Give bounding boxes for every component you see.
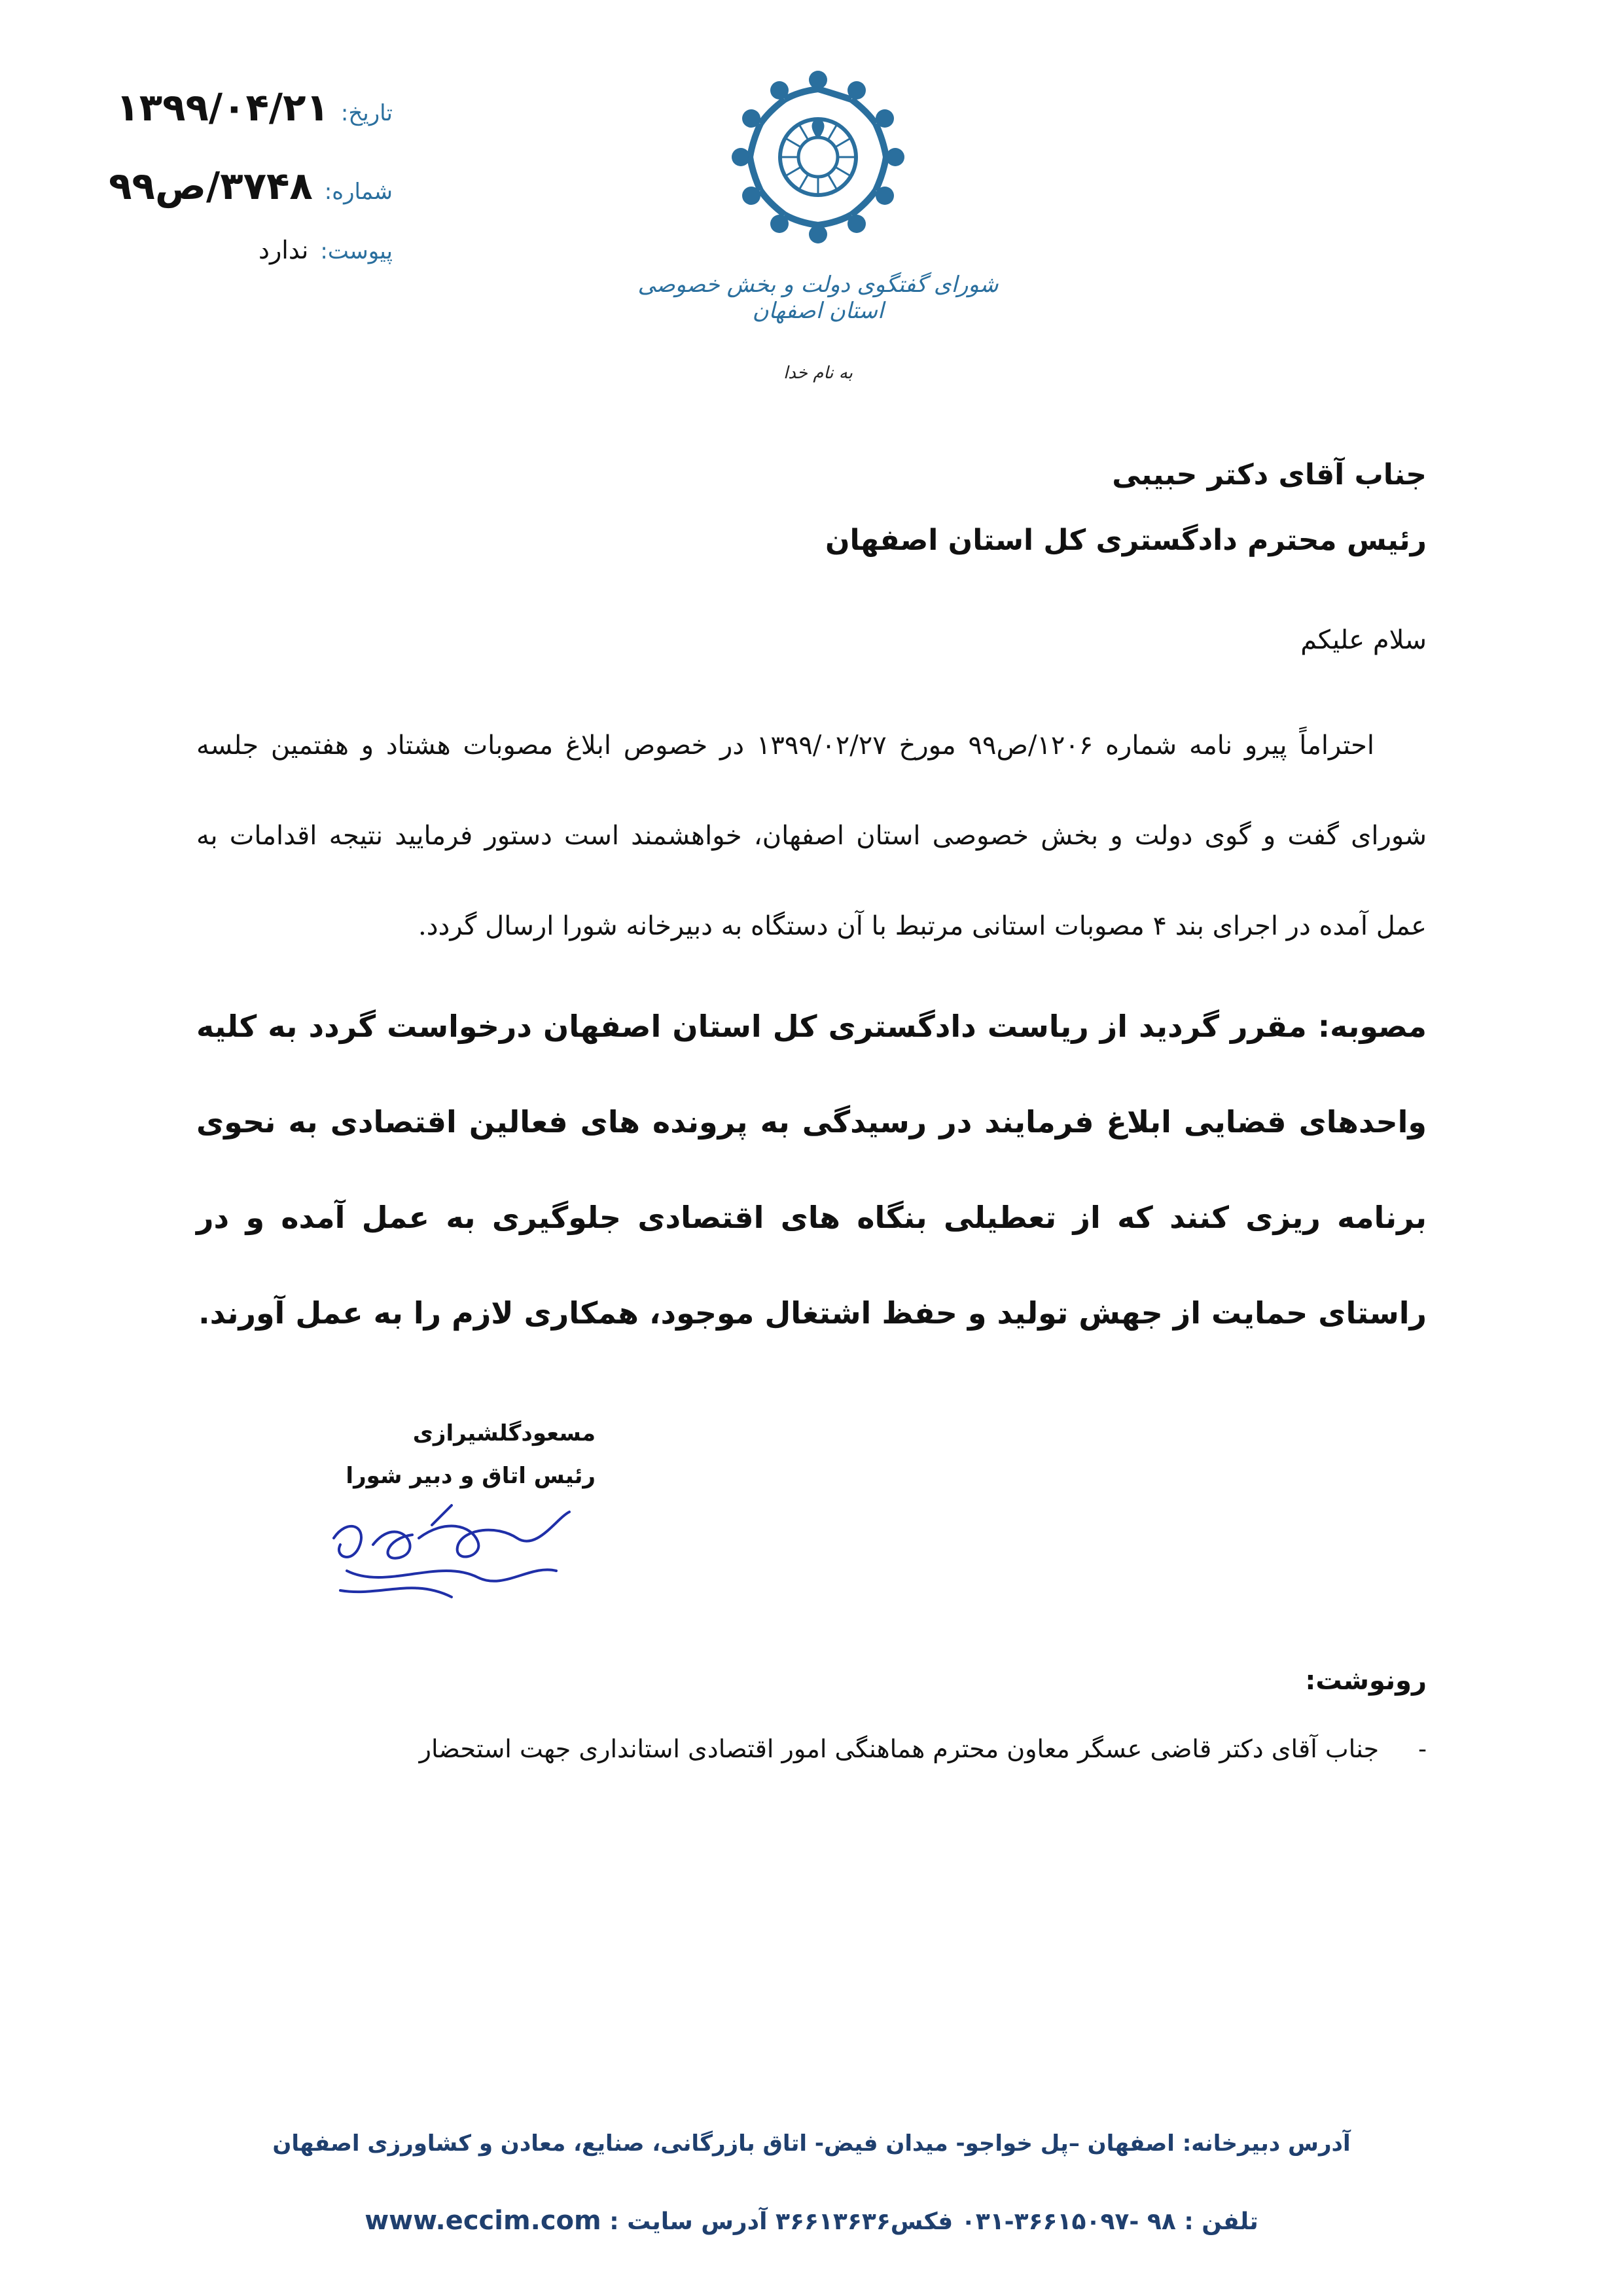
- footer-contact: [0, 2206, 1623, 2236]
- addressee-line-1: جناب آقای دکتر حبیبی: [1112, 458, 1427, 492]
- number-row: [92, 164, 393, 208]
- date-value: ۱۳۹۹/۰۴/۲۱: [116, 85, 329, 130]
- number-label: شماره:: [324, 179, 393, 205]
- logo-caption: شورای گفتگوی دولت و بخش خصوصی استان اصفهان: [637, 272, 999, 324]
- body-paragraph: احتراماً پیرو نامه شماره ۱۲۰۶/ص۹۹ مورخ ۱۳۹۹/۰۲/۲۷ در خصوص ابلاغ مصوبات هشتاد و هفتمین جلسه شورای گفت و گوی دولت و بخش خصوصی استان اصفهان، خواهشمند است دستور فرمایید نتیجه اقدامات به عمل آمده در اجرای بند ۴ مصوبات استانی مرتبط با آن دستگاه به دبیرخانه شورا ارسال گردد.: [196, 730, 1427, 941]
- number-value: ۳۷۴۸/ص۹۹: [109, 164, 313, 208]
- resolution-paragraph: مصوبه: مقرر گردید از ریاست دادگستری کل استان اصفهان درخواست گردد به کلیه واحدهای قضایی ابلاغ فرمایند در رسیدگی به پرونده های فعالین اقتصادی به نحوی برنامه ریزی کنند که از تعطیلی بنگاه های اقتصادی جلوگیری به عمل آمده و در راستای حمایت از جهش تولید و حفظ اشتغال موجود، همکاری لازم را به عمل آورند.: [196, 1009, 1427, 1331]
- date-label: تاریخ:: [340, 100, 393, 126]
- handwritten-signature: [321, 1499, 582, 1617]
- cc-item-text: جناب آقای دکتر قاضی عسگر معاون محترم هماهنگی امور اقتصادی استانداری جهت استحضار: [419, 1734, 1380, 1763]
- date-row: [92, 85, 393, 130]
- addressee-line-2: رئیس محترم دادگستری کل استان اصفهان: [825, 524, 1427, 557]
- attachment-label: پیوست:: [320, 238, 393, 264]
- cc-item-bullet: -: [1418, 1734, 1427, 1763]
- attachment-value: ندارد: [259, 236, 309, 264]
- bismillah: به نام خدا: [783, 363, 853, 383]
- footer-phone-fax: تلفن : ۹۸ -۳۶۶۱۵۰۹۷-۰۳۱ فکس۳۶۶۱۳۶۳۶ آدرس سایت :: [609, 2208, 1258, 2235]
- council-logo: [622, 49, 1014, 331]
- cc-title: رونوشت:: [1305, 1666, 1427, 1696]
- council-emblem-icon: [622, 49, 1014, 265]
- cc-item: [419, 1734, 1427, 1763]
- attachment-row: [92, 236, 393, 264]
- greeting: سلام علیکم: [1300, 625, 1427, 655]
- signer-title: رئیس اتاق و دبیر شورا: [346, 1463, 596, 1489]
- footer-address: آدرس دبیرخانه: اصفهان –پل خواجو- میدان فیض- اتاق بازرگانی، صنایع، معادن و کشاورزی اصفهان: [272, 2130, 1351, 2157]
- footer-website-link[interactable]: www.eccim.com: [365, 2206, 601, 2236]
- signer-name: مسعودگلشیرازی: [412, 1420, 596, 1446]
